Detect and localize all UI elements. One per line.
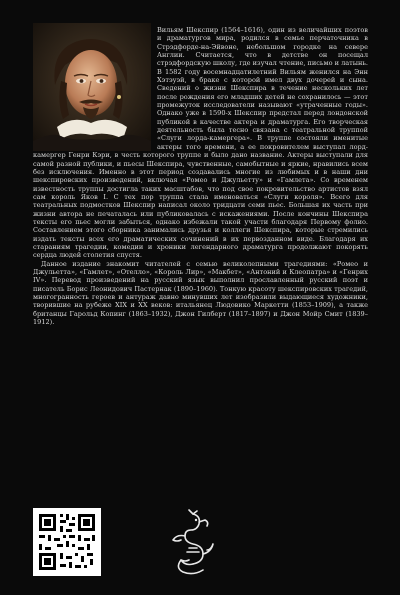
biography-paragraph: Вильям Шекспир (1564–1616), один из величайших поэтов и драматургов мира, родился в семье перчаточника в Стрэдфорде-на-Эйвоне, небольшом городке на севере Англии. Считается, что в детстве он посещал стрэдфордскую школу, где изучал чтение, письмо и латынь. В 1582 году восемнадцатилетний Вильям женился на Энн Хэтэуэй, в браке с которой имел двух дочерей и сына. Сведений о жизни Шекспира в течение нескольких лет после рождения его младших детей не сохранилось — этот промежуток исследователи называют «утраченные годы». Однако уже в 1590-х Шекспир предстал перед лондонской публикой в качестве актера и драматурга. Его творческая деятельность была тесно связана с театральной труппой «Слуги лорда-камергера». В труппе состояли именитые актеры того времени, а ее покровителем выступал лорд-камергер Генри Кэри, в честь которого труппе и было дано название. Актеры выступали для самой разной публики, и пьесы Шекспира, чувственные, самобытные и яркие, нравились всем без исключения. Именно в этот период создавались многие из любимых и в наши дни шекспировских произведений, включая «Ромео и Джульетту» и «Гамлета». Со временем известность труппы достигла таких масштабов, что под свое покровительство артистов взял сам король Яков I. С тех пор труппа стала именоваться «Слуги короля». Всего для театральных подмостков Шекспир написал около тридцати семи пьес. Большая их часть при жизни автора не печаталась или публиковалась с искажениями. После кончины Шекспира тексты его пьес могли забыться, однако избежали такой участи благодаря Первому фолио. Составлением этого сборника занимались друзья и коллеги Шекспира, которые стремились издать тексты всех его драматических сочинений в их первозданном виде. Благодаря их стараниям трагедии, комедии и хроники легендарного драматурга продолжают покорять сердца людей столетия спустя. <box>33 26 368 260</box>
dragon-logo-icon <box>167 508 219 578</box>
description-text <box>33 26 368 326</box>
qr-code <box>33 508 101 576</box>
edition-paragraph: Данное издание знакомит читателей с семью великолепными трагедиями: «Ромео и Джульетта», «Гамлет», «Отелло», «Король Лир», «Макбет», «Антоний и Клеопатра» и «Генрих IV». Перевод произведений на русский язык выполнил прославленный русский поэт и писатель Борис Леонидович Пастернак (1890–1960). Тонкую красоту шекспировских трагедий, многогранность героев и антураж давно минувших лет изобразили выдающиеся художники, творившие на рубеже XIX и XX веков: итальянец Людовико Маркетти (1853–1909), а также британцы Гарольд Копинг (1863–1932), Джон Гилберт (1817–1897) и Джон Мойр Смит (1839–1912). <box>33 259 368 327</box>
